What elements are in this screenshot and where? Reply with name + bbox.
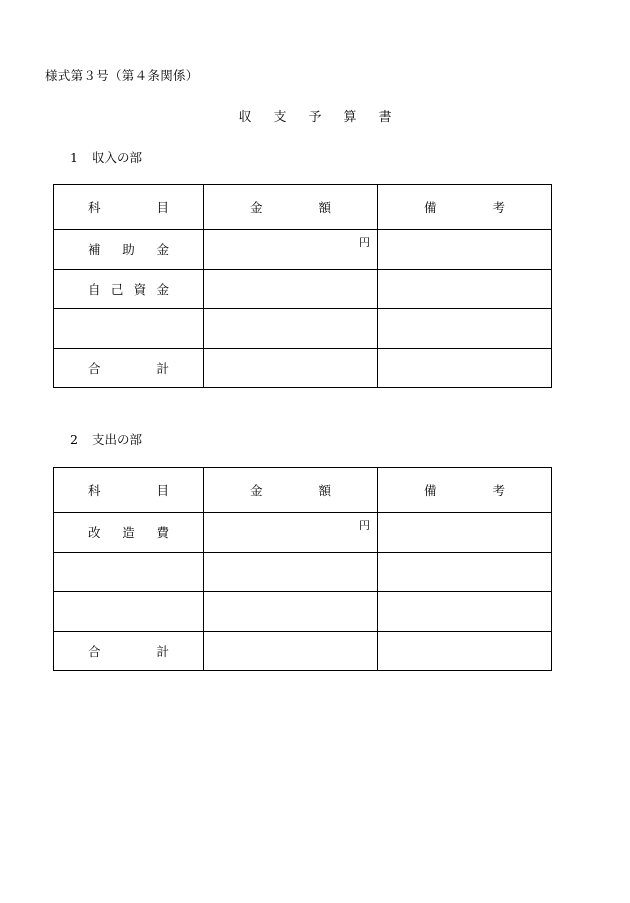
item-cell: 自 己 資 金 [54, 269, 204, 309]
yen-unit: 円 [359, 519, 370, 532]
expense-table [53, 467, 552, 671]
item-cell: 補 助 金 [54, 230, 204, 270]
amount-cell[interactable] [204, 552, 378, 592]
item-cell[interactable] [54, 592, 204, 632]
amount-cell[interactable] [204, 309, 378, 349]
amount-cell[interactable] [204, 348, 378, 388]
title-char: 予 [308, 110, 322, 125]
table-row [54, 513, 552, 553]
table-row-total [54, 348, 552, 388]
table-row-total [54, 631, 552, 671]
column-header-remarks: 備 考 [378, 185, 552, 230]
column-header-item: 科 目 [54, 185, 204, 230]
column-header-item: 科 目 [54, 468, 204, 513]
form-number: 様式第３号（第４条関係） [45, 68, 199, 83]
remarks-cell[interactable] [378, 230, 552, 270]
column-header-remarks: 備 考 [378, 468, 552, 513]
column-header-amount: 金 額 [204, 185, 378, 230]
title-char: 支 [273, 110, 287, 125]
amount-cell[interactable] [204, 230, 378, 270]
table-header-row [54, 185, 552, 230]
remarks-cell[interactable] [378, 552, 552, 592]
title-char: 収 [238, 110, 252, 125]
remarks-cell[interactable] [378, 309, 552, 349]
amount-cell[interactable] [204, 592, 378, 632]
item-cell: 改 造 費 [54, 513, 204, 553]
column-header-amount: 金 額 [204, 468, 378, 513]
remarks-cell[interactable] [378, 269, 552, 309]
item-cell: 合 計 [54, 631, 204, 671]
expense-heading [70, 430, 142, 448]
remarks-cell[interactable] [378, 631, 552, 671]
table-row [54, 269, 552, 309]
section-label: 収入の部 [92, 150, 143, 165]
remarks-cell[interactable] [378, 348, 552, 388]
table-row [54, 592, 552, 632]
amount-cell[interactable] [204, 631, 378, 671]
item-cell[interactable] [54, 309, 204, 349]
remarks-cell[interactable] [378, 513, 552, 553]
income-heading [70, 148, 142, 166]
yen-unit: 円 [359, 236, 370, 249]
table-row [54, 309, 552, 349]
table-header-row [54, 468, 552, 513]
item-cell[interactable] [54, 552, 204, 592]
section-number: 1 [70, 150, 78, 165]
title-char: 書 [378, 110, 392, 125]
table-row [54, 230, 552, 270]
amount-cell[interactable] [204, 269, 378, 309]
document-title [0, 106, 630, 125]
section-label: 支出の部 [92, 432, 143, 447]
income-table [53, 184, 552, 388]
item-cell: 合 計 [54, 348, 204, 388]
amount-cell[interactable] [204, 513, 378, 553]
table-row [54, 552, 552, 592]
section-number: 2 [70, 432, 78, 447]
title-char: 算 [343, 110, 357, 125]
remarks-cell[interactable] [378, 592, 552, 632]
